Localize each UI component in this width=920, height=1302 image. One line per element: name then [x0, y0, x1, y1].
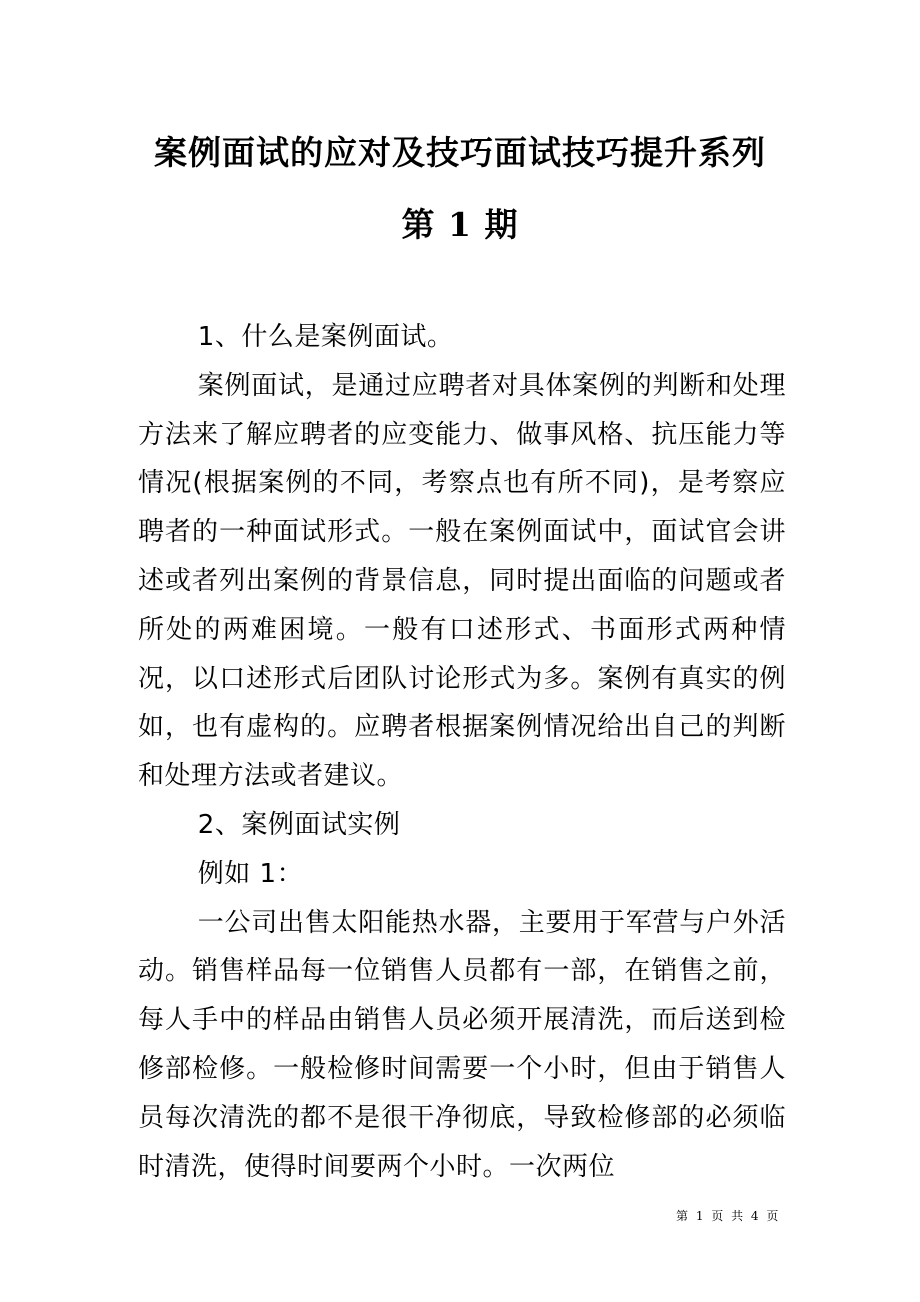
paragraph-example-label: 例如 1： [197, 858, 304, 889]
page-footer: 第 1 页 共 4 页 [676, 1209, 781, 1223]
document-body [138, 313, 786, 1191]
paragraph-heading-1: 1、什么是案例面试。 [197, 322, 454, 352]
document-title-line-1: 案例面试的应对及技巧面试技巧提升系列 [154, 133, 766, 172]
paragraph: 案例面试，是通过应聘者对具体案例的判断和处理方法来了解应聘者的应变能力、做事风格、抗压能力等情况(根据案例的不同，考察点也有所不同)，是考察应聘者的一种面试形式。一般在案例面试中，面试官会讲述或者列出案例的背景信息，同时提出面临的问题或者所处的两难困境。一般有口述形式、书面形式两种情况，以口述形式后团队讨论形式为多。案例有真实的例如，也有虚构的。应聘者根据案例情况给出自己的判断和处理方法或者建议。 [138, 370, 786, 792]
paragraph: 一公司出售太阳能热水器，主要用于军营与户外活动。销售样品每一位销售人员都有一部，在销售之前，每人手中的样品由销售人员必须开展清洗，而后送到检修部检修。一般检修时间需要一个小时，但由于销售人员每次清洗的都不是很干净彻底，导致检修部的必须临时清洗，使得时间要两个小时。一次两位 [138, 907, 786, 1182]
document-title-line-2: 第 1 期 [401, 205, 519, 244]
paragraph-heading-2: 2、案例面试实例 [197, 809, 401, 840]
